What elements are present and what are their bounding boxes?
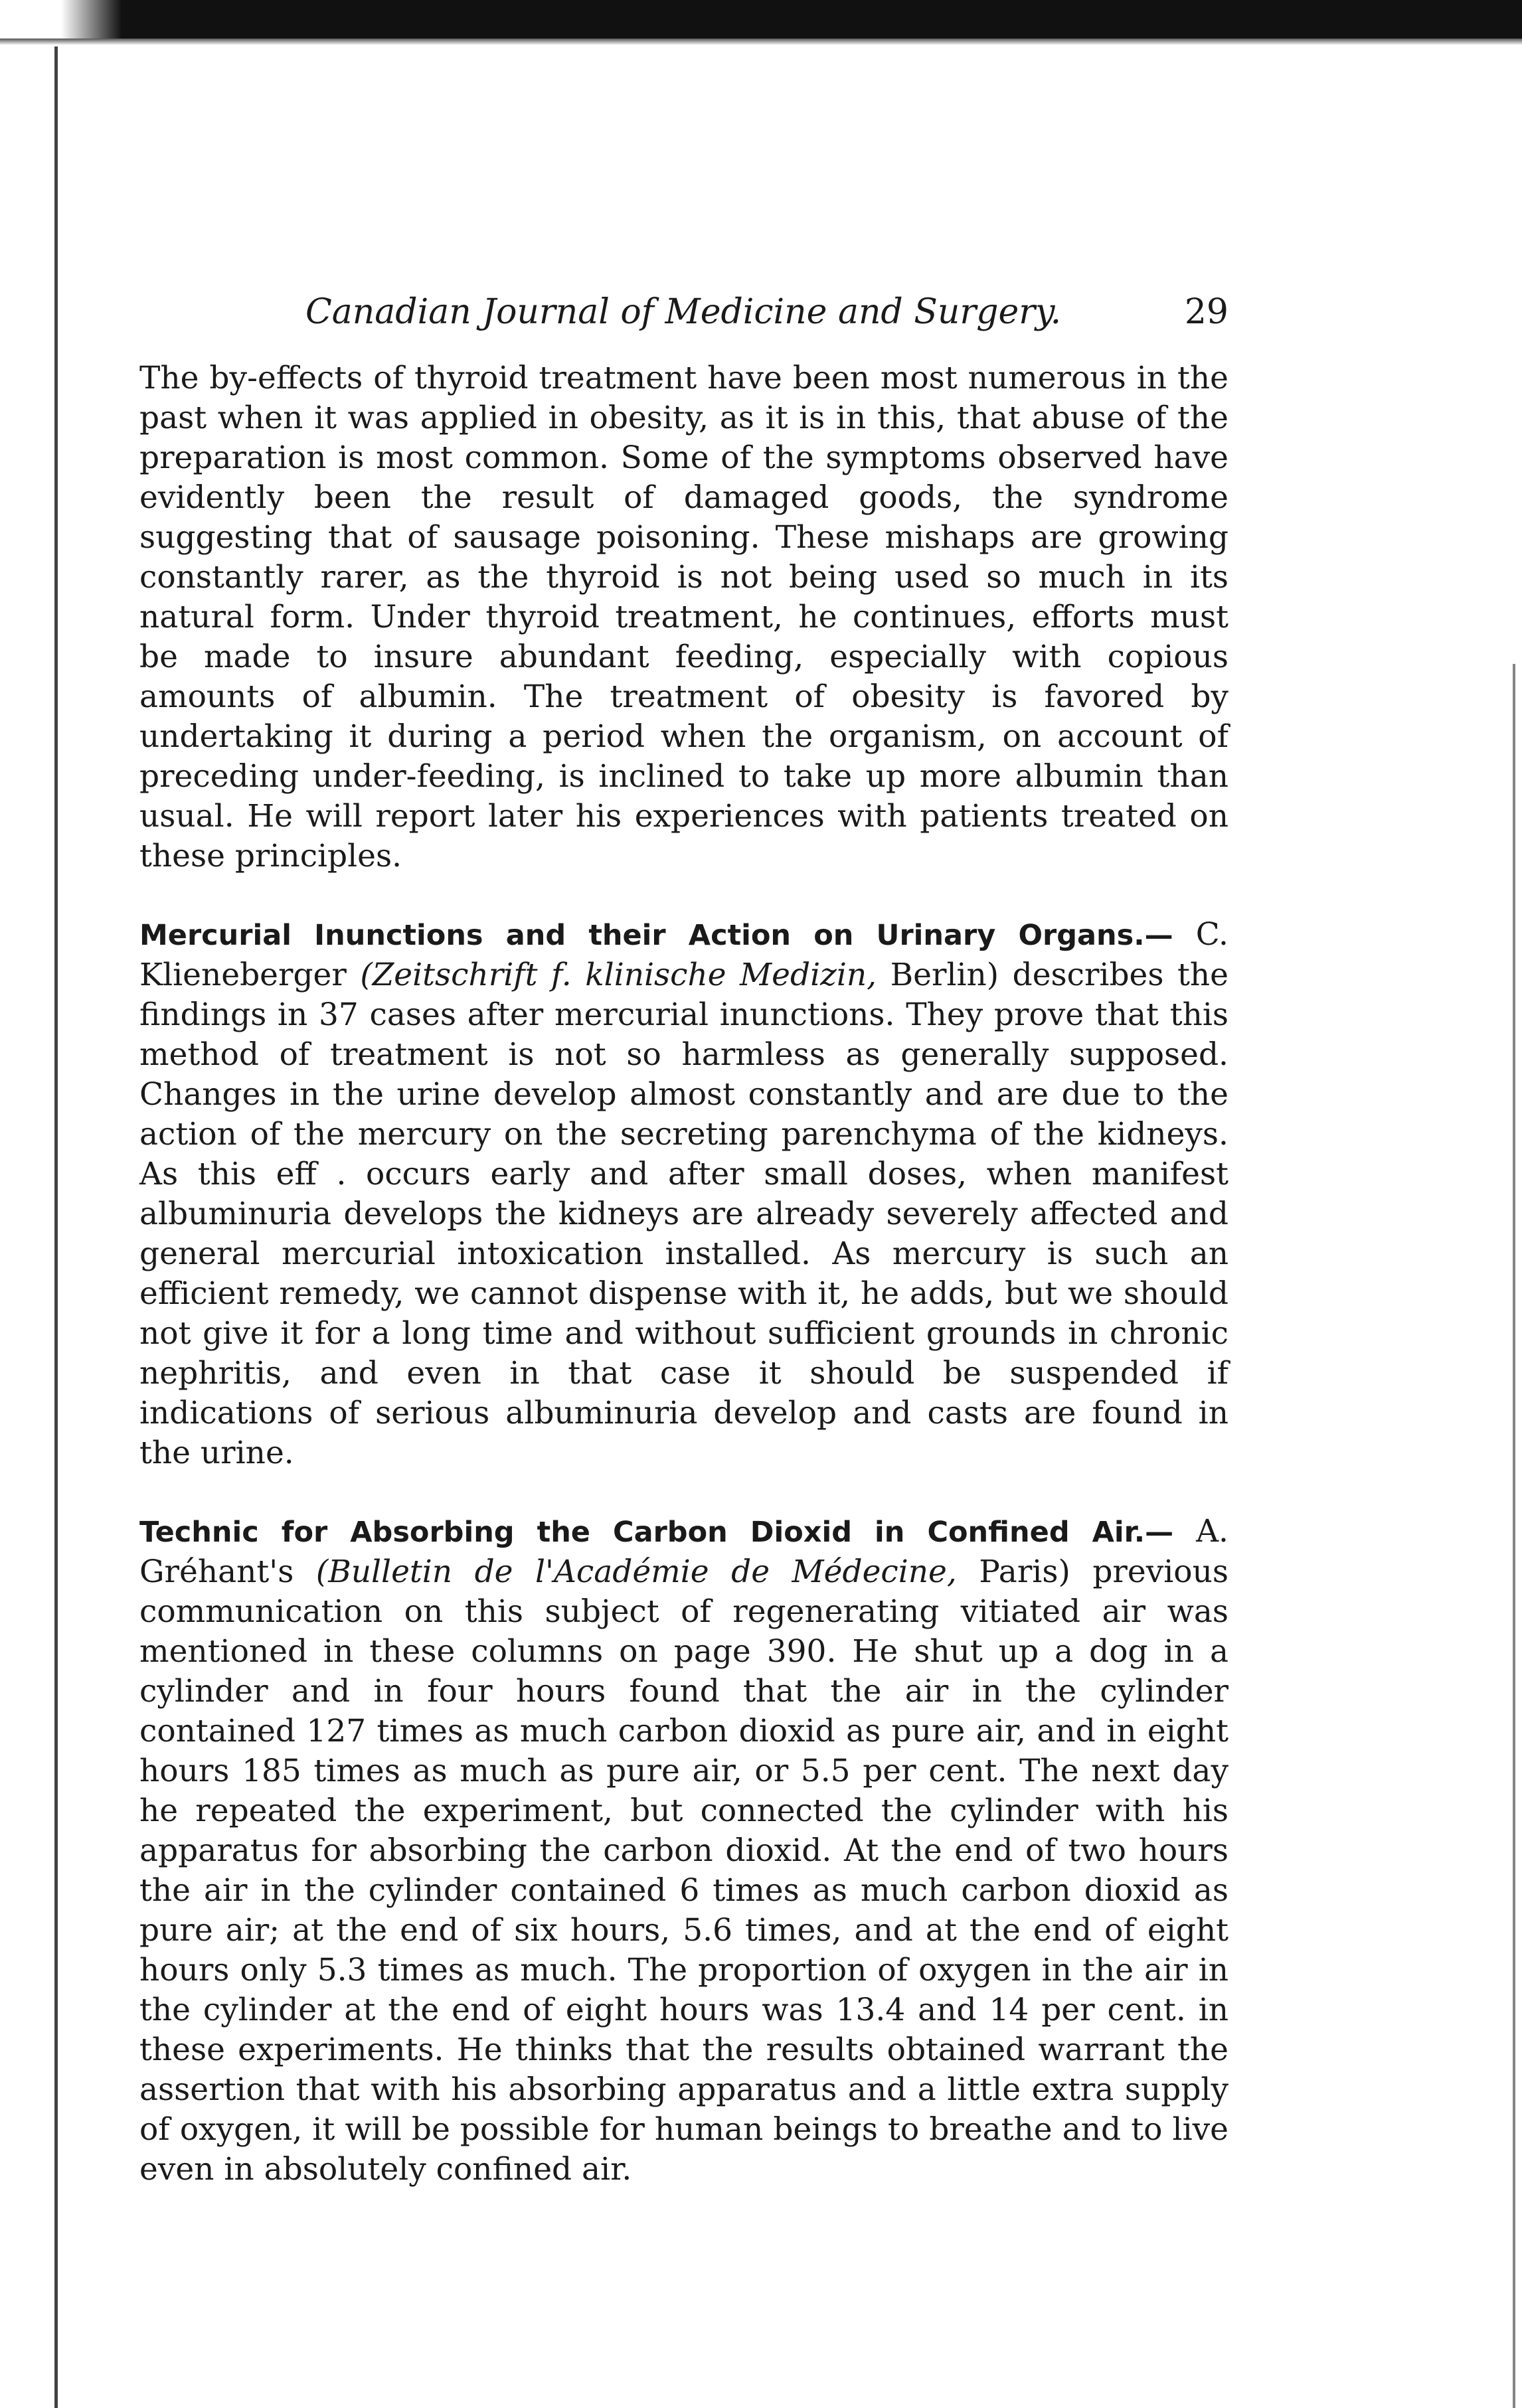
scan-top-edge (0, 0, 1522, 39)
running-head (139, 292, 1228, 332)
page-number: 29 (1184, 292, 1228, 332)
article-city: Paris) (979, 1554, 1070, 1590)
article-city: Berlin) (890, 957, 999, 993)
article-citation: (Zeitschrift f. klinische Medizin, (360, 957, 877, 993)
section-carbon-dioxid (139, 1512, 1228, 2190)
journal-title: Canadian Journal of Medicine and Surgery. (305, 292, 1062, 332)
scan-right-edge-line (1513, 664, 1515, 2408)
section-paragraph (139, 915, 1228, 1473)
journal-page (139, 292, 1228, 2190)
paragraph-thyroid: The by-effects of thyroid treatment have been most numerous in the past when it was applied in obesity, as it is in this, that abuse of the preparation is most common. Some of the symptoms observed have evidently been the result of damaged goods, the syndrome suggesting that of sausage poisoning. These mishaps are growing constantly rarer, as the thyroid is not being used so much in its natural form. Under thyroid treatment, he continues, efforts must be made to insure abundant feeding, especially with copious amounts of albumin. The treatment of obesity is favored by undertaking it during a period when the organism, on account of preceding under-feeding, is inclined to take up more albumin than usual. He will report later his experiences with patients treated on these principles. (139, 360, 1228, 874)
article-author: C. Klieneberger (139, 916, 1228, 993)
article-body: previous communication on this subject of regenerating vitiated air was mentioned in these columns on page 390. He shut up a dog in a cylinder and in four hours found that the air in the cylinder contained 127 times as much carbon dioxid as pure air, and in eight hours 185 times as much as pure air, or 5.5 per cent. The next day he repeated the experiment, but connected the cylinder with his apparatus for absorbing the carbon dioxid. At the end of two hours the air in the cylinder contained 6 times as much carbon dioxid as pure air; at the end of six hours, 5.6 times, and at the end of eight hours only 5.3 times as much. The proportion of oxygen in the air in the cylinder at the end of eight hours was 13.4 and 14 per cent. in these experiments. He thinks that the results obtained warrant the assertion that with his absorbing apparatus and a little extra supply of oxygen, it will be possible for human beings to breathe and to live even in absolutely confined air. (139, 1554, 1228, 2188)
article-body: describes the findings in 37 cases after mercurial inunctions. They prove that this method of treatment is not so harmless as generally supposed. Changes in the urine develop almost constantly and are due to the action of the mercury on the secreting parenchyma of the kidneys. As this eff . occurs early and after small doses, when manifest albuminuria develops the kidneys are already severely affected and general mercurial intoxication installed. As mercury is such an efficient remedy, we cannot dispense with it, he adds, but we should not give it for a long time and without sufficient grounds in chronic nephritis, and even in that case it should be suspended if indications of serious albuminuria develop and casts are found in the urine. (139, 957, 1228, 1471)
section-heading: Technic for Absorbing the Carbon Dioxid in Confined Air.— (139, 1516, 1174, 1549)
scan-left-binding-line (54, 46, 58, 2408)
scan-top-shadow (0, 39, 1522, 45)
section-mercurial-inunctions (139, 915, 1228, 1473)
article-citation: (Bulletin de l'Académie de Médecine, (315, 1554, 957, 1590)
article-author: A. Gréhant's (139, 1513, 1228, 1590)
section-paragraph (139, 1512, 1228, 2190)
section-heading: Mercurial Inunctions and their Action on Urinary Organs.— (139, 919, 1173, 952)
